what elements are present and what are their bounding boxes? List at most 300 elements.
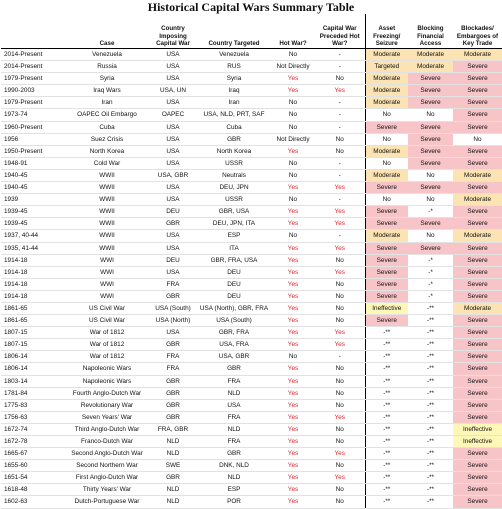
table-row (1, 182, 502, 194)
page-title: Historical Capital Wars Summary Table (147, 0, 355, 14)
cell-date: 1940-45 (1, 169, 65, 181)
cell-preceded: No (315, 436, 365, 448)
cell-imposing: DEU (149, 254, 197, 266)
cell-blockade: Severe (453, 254, 502, 266)
cell-imposing: GBR (149, 375, 197, 387)
cell-blocking-access: Severe (408, 73, 453, 85)
cell-preceded: No (315, 254, 365, 266)
cell-case: US Civil War (65, 302, 149, 314)
cell-targeted: Neutrals (197, 169, 271, 181)
cell-preceded: No (315, 496, 365, 508)
cell-blockade: Severe (453, 472, 502, 484)
cell-blockade: Severe (453, 109, 502, 121)
cell-targeted: NLD (197, 423, 271, 435)
cell-imposing: GBR (149, 411, 197, 423)
cell-date: 1940-45 (1, 182, 65, 194)
cell-hot-war: Not Directly (271, 61, 315, 73)
cell-imposing: USA (149, 194, 197, 206)
cell-hot-war: Yes (271, 85, 315, 97)
cell-hot-war: Yes (271, 375, 315, 387)
cell-asset-freezing: Severe (365, 315, 408, 327)
cell-case: Syria (65, 73, 149, 85)
cell-case: Franco-Dutch War (65, 436, 149, 448)
cell-asset-freezing: Severe (365, 121, 408, 133)
cell-date: 1935, 41-44 (1, 242, 65, 254)
cell-case: Fourth Anglo-Dutch War (65, 387, 149, 399)
cell-case: Iraq Wars (65, 85, 149, 97)
cell-date: 1655-60 (1, 460, 65, 472)
cell-targeted: DEU (197, 290, 271, 302)
cell-case: OAPEC Oil Embargo (65, 109, 149, 121)
cell-hot-war: Yes (271, 218, 315, 230)
cell-blocking-access: -** (408, 411, 453, 423)
cell-preceded: Yes (315, 206, 365, 218)
cell-imposing: FRA (149, 363, 197, 375)
cell-hot-war: Yes (271, 302, 315, 314)
cell-blockade: Severe (453, 242, 502, 254)
cell-blockade: Severe (453, 399, 502, 411)
cell-blocking-access: -* (408, 290, 453, 302)
cell-asset-freezing: No (365, 109, 408, 121)
cell-hot-war: No (271, 351, 315, 363)
cell-imposing: NLD (149, 484, 197, 496)
cell-blockade: Severe (453, 145, 502, 157)
cell-targeted: DNK, NLD (197, 460, 271, 472)
table-row (1, 290, 502, 302)
cell-case: Second Anglo-Dutch War (65, 448, 149, 460)
table-row (1, 375, 502, 387)
cell-imposing: USA, GBR (149, 169, 197, 181)
cell-preceded: No (315, 375, 365, 387)
cell-blockade: Moderate (453, 194, 502, 206)
cell-asset-freezing: Moderate (365, 73, 408, 85)
cell-asset-freezing: -** (365, 460, 408, 472)
cell-date: 1950-Present (1, 145, 65, 157)
cell-blocking-access: -** (408, 460, 453, 472)
table-body (1, 49, 502, 509)
cell-blocking-access: Severe (408, 242, 453, 254)
cell-date: 1956 (1, 133, 65, 145)
cell-targeted: ITA (197, 242, 271, 254)
cell-asset-freezing: -** (365, 351, 408, 363)
cell-date: 1807-15 (1, 327, 65, 339)
cell-date: 1803-14 (1, 375, 65, 387)
cell-blocking-access: -** (408, 399, 453, 411)
cell-blocking-access: -** (408, 496, 453, 508)
cell-blockade: Severe (453, 278, 502, 290)
cell-targeted: ESP (197, 484, 271, 496)
cell-blockade: Severe (453, 182, 502, 194)
cell-blockade: Severe (453, 448, 502, 460)
cell-blocking-access: -** (408, 375, 453, 387)
cell-asset-freezing: Moderate (365, 97, 408, 109)
cell-imposing: USA (149, 266, 197, 278)
cell-hot-war: No (271, 121, 315, 133)
cell-case: Napoleonic Wars (65, 375, 149, 387)
cell-date: 1807-15 (1, 339, 65, 351)
cell-imposing: FRA (149, 351, 197, 363)
cell-hot-war: Yes (271, 387, 315, 399)
cell-case: Cuba (65, 121, 149, 133)
cell-date: 1602-63 (1, 496, 65, 508)
cell-hot-war: Yes (271, 266, 315, 278)
cell-blocking-access: Severe (408, 133, 453, 145)
cell-targeted: GBR (197, 363, 271, 375)
cell-targeted: Syria (197, 73, 271, 85)
cell-blockade: Moderate (453, 169, 502, 181)
cell-blocking-access: -** (408, 387, 453, 399)
cell-date: 1861-65 (1, 302, 65, 314)
cell-case: Napoleonic Wars (65, 363, 149, 375)
cell-asset-freezing: -** (365, 484, 408, 496)
cell-blockade: Severe (453, 73, 502, 85)
table-row (1, 339, 502, 351)
table-row (1, 363, 502, 375)
cell-preceded: - (315, 157, 365, 169)
cell-date: 1618-48 (1, 484, 65, 496)
cell-blockade: Ineffective (453, 436, 502, 448)
table-row (1, 315, 502, 327)
cell-hot-war: No (271, 97, 315, 109)
cell-imposing: USA (149, 61, 197, 73)
cell-blockade: Severe (453, 121, 502, 133)
cell-asset-freezing: Moderate (365, 145, 408, 157)
cell-blocking-access: Severe (408, 218, 453, 230)
cell-date: 1914-18 (1, 254, 65, 266)
cell-blockade: Severe (453, 351, 502, 363)
cell-blocking-access: -* (408, 266, 453, 278)
cell-hot-war: Yes (271, 315, 315, 327)
cell-asset-freezing: -** (365, 327, 408, 339)
cell-date: 1939 (1, 194, 65, 206)
cell-blocking-access: No (408, 109, 453, 121)
table-row (1, 85, 502, 97)
cell-case: Suez Crisis (65, 133, 149, 145)
cell-blockade: Severe (453, 290, 502, 302)
table-row (1, 97, 502, 109)
cell-case: WWII (65, 242, 149, 254)
cell-date: 1973-74 (1, 109, 65, 121)
cell-preceded: No (315, 302, 365, 314)
table-row (1, 423, 502, 435)
cell-targeted: GBR (197, 448, 271, 460)
table-row (1, 399, 502, 411)
cell-blockade: Severe (453, 61, 502, 73)
cell-preceded: No (315, 315, 365, 327)
cell-preceded: - (315, 194, 365, 206)
cell-blockade: Severe (453, 484, 502, 496)
cell-case: WWI (65, 290, 149, 302)
cell-imposing: GBR (149, 472, 197, 484)
cell-imposing: GBR (149, 290, 197, 302)
cell-blocking-access: No (408, 169, 453, 181)
cell-preceded: - (315, 169, 365, 181)
table-row (1, 169, 502, 181)
cell-targeted: DEU (197, 266, 271, 278)
cell-preceded: No (315, 387, 365, 399)
cell-hot-war: No (271, 194, 315, 206)
cell-blockade: No (453, 133, 502, 145)
cell-blocking-access: Severe (408, 97, 453, 109)
cell-date: 1914-18 (1, 290, 65, 302)
table-row (1, 145, 502, 157)
cell-imposing: USA (149, 73, 197, 85)
cell-asset-freezing: Severe (365, 266, 408, 278)
cell-blocking-access: -** (408, 436, 453, 448)
cell-imposing: USA (149, 230, 197, 242)
cell-hot-war: No (271, 230, 315, 242)
cell-asset-freezing: -** (365, 448, 408, 460)
cell-date: 1979-Present (1, 73, 65, 85)
cell-imposing: FRA, GBR (149, 423, 197, 435)
cell-targeted: NLD (197, 472, 271, 484)
cell-date: 1806-14 (1, 363, 65, 375)
cell-preceded: Yes (315, 266, 365, 278)
table-row (1, 206, 502, 218)
cell-date: 1914-18 (1, 266, 65, 278)
cell-blocking-access: No (408, 230, 453, 242)
cell-case: Venezuela (65, 49, 149, 61)
cell-blockade: Severe (453, 387, 502, 399)
table-row (1, 254, 502, 266)
table-row (1, 327, 502, 339)
cell-hot-war: Yes (271, 206, 315, 218)
cell-date: 1651-54 (1, 472, 65, 484)
cell-asset-freezing: -** (365, 387, 408, 399)
table-row (1, 484, 502, 496)
cell-blocking-access: -** (408, 472, 453, 484)
cell-hot-war: Yes (271, 496, 315, 508)
cell-targeted: RUS (197, 61, 271, 73)
cell-blockade: Moderate (453, 49, 502, 61)
cell-preceded: Yes (315, 411, 365, 423)
table-row (1, 496, 502, 508)
cell-blocking-access: Severe (408, 85, 453, 97)
cell-blocking-access: Moderate (408, 61, 453, 73)
cell-imposing: DEU (149, 206, 197, 218)
cell-case: Iran (65, 97, 149, 109)
table-row (1, 230, 502, 242)
cell-preceded: Yes (315, 472, 365, 484)
cell-targeted: USSR (197, 194, 271, 206)
table-row (1, 266, 502, 278)
cell-asset-freezing: No (365, 157, 408, 169)
table-row (1, 278, 502, 290)
cell-preceded: No (315, 290, 365, 302)
cell-imposing: FRA (149, 278, 197, 290)
cell-targeted: POR (197, 496, 271, 508)
cell-hot-war: Yes (271, 327, 315, 339)
cell-asset-freezing: Moderate (365, 49, 408, 61)
cell-targeted: DEU, JPN (197, 182, 271, 194)
cell-blockade: Moderate (453, 230, 502, 242)
cell-imposing: USA (149, 133, 197, 145)
cell-imposing: SWE (149, 460, 197, 472)
cell-preceded: - (315, 230, 365, 242)
cell-date: 1939-45 (1, 218, 65, 230)
cell-date: 1979-Present (1, 97, 65, 109)
cell-hot-war: Yes (271, 73, 315, 85)
cell-preceded: Yes (315, 85, 365, 97)
table-row (1, 194, 502, 206)
cell-date: 1781-84 (1, 387, 65, 399)
cell-targeted: USA (South) (197, 315, 271, 327)
cell-case: WWII (65, 218, 149, 230)
cell-preceded: No (315, 145, 365, 157)
cell-preceded: - (315, 121, 365, 133)
cell-targeted: USA, NLD, PRT, SAF (197, 109, 271, 121)
cell-hot-war: Yes (271, 411, 315, 423)
cell-hot-war: No (271, 157, 315, 169)
header-blockades-embargoes: Blockades/ Embargoes of Key Trade (453, 14, 502, 49)
cell-blocking-access: Severe (408, 157, 453, 169)
cell-preceded: Yes (315, 448, 365, 460)
cell-blockade: Severe (453, 460, 502, 472)
cell-targeted: FRA (197, 411, 271, 423)
header-case: Case (65, 14, 149, 49)
cell-targeted: DEU (197, 278, 271, 290)
cell-asset-freezing: No (365, 194, 408, 206)
cell-targeted: GBR, USA (197, 206, 271, 218)
cell-imposing: GBR (149, 339, 197, 351)
cell-date: 1756-63 (1, 411, 65, 423)
cell-targeted: Iraq (197, 85, 271, 97)
cell-asset-freezing: Severe (365, 242, 408, 254)
cell-case: War of 1812 (65, 351, 149, 363)
cell-blocking-access: -** (408, 363, 453, 375)
cell-hot-war: Yes (271, 278, 315, 290)
cell-blocking-access: -** (408, 339, 453, 351)
cell-preceded: Yes (315, 182, 365, 194)
table-row (1, 242, 502, 254)
cell-case: War of 1812 (65, 339, 149, 351)
cell-hot-war: No (271, 49, 315, 61)
cell-imposing: NLD (149, 496, 197, 508)
cell-imposing: NLD (149, 448, 197, 460)
cell-blocking-access: Severe (408, 182, 453, 194)
cell-asset-freezing: Ineffective (365, 302, 408, 314)
table-row (1, 121, 502, 133)
cell-asset-freezing: -** (365, 375, 408, 387)
cell-asset-freezing: -** (365, 411, 408, 423)
cell-asset-freezing: -** (365, 472, 408, 484)
cell-date: 1937, 40-44 (1, 230, 65, 242)
cell-asset-freezing: Severe (365, 206, 408, 218)
header-row (1, 14, 502, 49)
cell-preceded: Yes (315, 339, 365, 351)
cell-blockade: Severe (453, 266, 502, 278)
cell-blocking-access: Severe (408, 121, 453, 133)
cell-hot-war: Yes (271, 399, 315, 411)
header-preceded-hot-war: Capital War Preceded Hot War? (315, 14, 365, 49)
cell-case: WWII (65, 182, 149, 194)
cell-date: 1672-74 (1, 423, 65, 435)
table-row (1, 460, 502, 472)
cell-case: WWII (65, 194, 149, 206)
cell-date: 1861-65 (1, 315, 65, 327)
cell-asset-freezing: -** (365, 339, 408, 351)
cell-blocking-access: Moderate (408, 49, 453, 61)
cell-blockade: Ineffective (453, 423, 502, 435)
cell-preceded: No (315, 133, 365, 145)
cell-hot-war: Not Directly (271, 133, 315, 145)
cell-preceded: No (315, 484, 365, 496)
table-row (1, 157, 502, 169)
cell-imposing: USA (South) (149, 302, 197, 314)
cell-imposing: GBR (149, 387, 197, 399)
cell-targeted: FRA (197, 375, 271, 387)
cell-imposing: USA (North) (149, 315, 197, 327)
cell-asset-freezing: Moderate (365, 169, 408, 181)
table-row (1, 448, 502, 460)
header-asset-freezing: Asset Freezing/ Seizure (365, 14, 408, 49)
cell-imposing: NLD (149, 436, 197, 448)
cell-hot-war: Yes (271, 182, 315, 194)
cell-hot-war: No (271, 109, 315, 121)
cell-blocking-access: No (408, 194, 453, 206)
cell-hot-war: Yes (271, 436, 315, 448)
cell-case: Russia (65, 61, 149, 73)
cell-hot-war: Yes (271, 460, 315, 472)
cell-hot-war: Yes (271, 448, 315, 460)
cell-date: 1948-91 (1, 157, 65, 169)
cell-hot-war: Yes (271, 290, 315, 302)
cell-imposing: OAPEC (149, 109, 197, 121)
cell-targeted: FRA (197, 436, 271, 448)
cell-imposing: USA (149, 182, 197, 194)
cell-date: 2014-Present (1, 61, 65, 73)
cell-blockade: Severe (453, 363, 502, 375)
cell-imposing: USA (149, 121, 197, 133)
cell-blockade: Severe (453, 496, 502, 508)
cell-blocking-access: -** (408, 448, 453, 460)
cell-hot-war: Yes (271, 472, 315, 484)
cell-case: WWI (65, 254, 149, 266)
cell-blockade: Severe (453, 375, 502, 387)
cell-blockade: Severe (453, 157, 502, 169)
cell-case: US Civil War (65, 315, 149, 327)
cell-preceded: Yes (315, 327, 365, 339)
cell-case: North Korea (65, 145, 149, 157)
cell-preceded: - (315, 97, 365, 109)
cell-targeted: USA (North), GBR, FRA (197, 302, 271, 314)
cell-targeted: USA (197, 399, 271, 411)
cell-date: 1939-45 (1, 206, 65, 218)
cell-date: 1775-83 (1, 399, 65, 411)
cell-asset-freezing: Severe (365, 290, 408, 302)
cell-case: WWII (65, 169, 149, 181)
cell-imposing: USA (149, 49, 197, 61)
cell-blocking-access: -** (408, 315, 453, 327)
cell-preceded: No (315, 73, 365, 85)
cell-hot-war: Yes (271, 339, 315, 351)
cell-blockade: Severe (453, 85, 502, 97)
cell-preceded: Yes (315, 242, 365, 254)
cell-preceded: Yes (315, 218, 365, 230)
cell-blocking-access: -** (408, 327, 453, 339)
cell-asset-freezing: -** (365, 496, 408, 508)
header-blocking-financial-access: Blocking Financial Access (408, 14, 453, 49)
cell-case: War of 1812 (65, 327, 149, 339)
table-row (1, 49, 502, 61)
cell-targeted: USSR (197, 157, 271, 169)
cell-preceded: No (315, 399, 365, 411)
table-row (1, 109, 502, 121)
cell-blockade: Severe (453, 327, 502, 339)
cell-asset-freezing: -** (365, 399, 408, 411)
cell-imposing: USA (149, 157, 197, 169)
cell-blocking-access: Severe (408, 145, 453, 157)
